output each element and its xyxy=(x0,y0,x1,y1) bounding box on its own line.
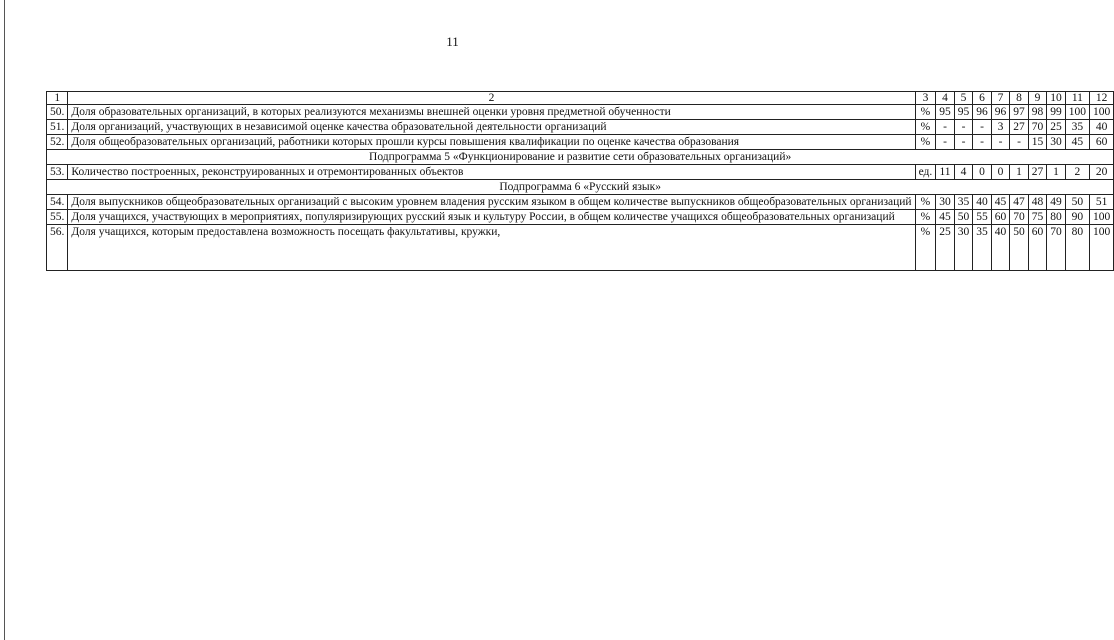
value-cell: 95 xyxy=(936,105,955,120)
value-cell: 96 xyxy=(973,105,992,120)
value-cell: - xyxy=(936,135,955,150)
value-cell: 97 xyxy=(1010,105,1029,120)
value-cell: 25 xyxy=(936,225,955,271)
page-number: 11 xyxy=(446,34,459,49)
value-cell: 70 xyxy=(1010,210,1029,225)
value-cell: - xyxy=(954,120,973,135)
value-cell: - xyxy=(973,135,992,150)
indicator-name: Доля образовательных организаций, в которых реализуются механизмы внешней оценки уровня предметной обученности xyxy=(68,105,915,120)
value-cell: 95 xyxy=(954,105,973,120)
header-cell: 10 xyxy=(1047,92,1066,105)
table-body xyxy=(47,92,1114,271)
value-cell: 20 xyxy=(1090,165,1114,180)
unit-cell: % xyxy=(915,195,936,210)
header-cell: 8 xyxy=(1010,92,1029,105)
value-cell: 45 xyxy=(991,195,1010,210)
value-cell: 99 xyxy=(1047,105,1066,120)
value-cell: 80 xyxy=(1065,225,1089,271)
indicator-name: Доля общеобразовательных организаций, работники которых прошли курсы повышения квалификации по оценке качества образования xyxy=(68,135,915,150)
value-cell: 70 xyxy=(1047,225,1066,271)
value-cell: 90 xyxy=(1065,210,1089,225)
value-cell: 1 xyxy=(1047,165,1066,180)
unit-cell: % xyxy=(915,135,936,150)
indicator-name: Доля учащихся, участвующих в мероприятиях, популяризирующих русский язык и культуру России, в общем количестве учащихся общеобразовательных организаций xyxy=(68,210,915,225)
header-cell: 9 xyxy=(1028,92,1047,105)
header-cell: 4 xyxy=(936,92,955,105)
header-cell: 2 xyxy=(68,92,915,105)
value-cell: 1 xyxy=(1010,165,1029,180)
row-number: 51. xyxy=(47,120,68,135)
header-row xyxy=(47,92,1114,105)
value-cell: 60 xyxy=(1028,225,1047,271)
header-cell: 11 xyxy=(1065,92,1089,105)
header-cell: 7 xyxy=(991,92,1010,105)
indicator-name: Доля выпускников общеобразовательных организаций с высоким уровнем владения русским языком в общем количестве выпускников общеобразовательных организаций xyxy=(68,195,915,210)
row-number: 53. xyxy=(47,165,68,180)
value-cell: 35 xyxy=(973,225,992,271)
value-cell: 27 xyxy=(1010,120,1029,135)
table-row xyxy=(47,105,1114,120)
value-cell: 47 xyxy=(1010,195,1029,210)
value-cell: 100 xyxy=(1065,105,1089,120)
unit-cell: % xyxy=(915,225,936,271)
value-cell: 60 xyxy=(1090,135,1114,150)
indicators-table xyxy=(46,91,1114,271)
value-cell: 2 xyxy=(1065,165,1089,180)
value-cell: 30 xyxy=(954,225,973,271)
value-cell: 50 xyxy=(954,210,973,225)
value-cell: 49 xyxy=(1047,195,1066,210)
value-cell: 35 xyxy=(954,195,973,210)
value-cell: 60 xyxy=(991,210,1010,225)
value-cell: 40 xyxy=(973,195,992,210)
table-row xyxy=(47,195,1114,210)
value-cell: 45 xyxy=(936,210,955,225)
row-number: 56. xyxy=(47,225,68,271)
header-cell: 5 xyxy=(954,92,973,105)
value-cell: 80 xyxy=(1047,210,1066,225)
table-row xyxy=(47,210,1114,225)
indicator-name: Доля организаций, участвующих в независимой оценке качества образовательной деятельности организаций xyxy=(68,120,915,135)
value-cell: 75 xyxy=(1028,210,1047,225)
row-number: 52. xyxy=(47,135,68,150)
value-cell: 15 xyxy=(1028,135,1047,150)
indicator-name: Количество построенных, реконструированных и отремонтированных объектов xyxy=(68,165,915,180)
value-cell: 100 xyxy=(1090,105,1114,120)
value-cell: 50 xyxy=(1065,195,1089,210)
header-cell: 3 xyxy=(915,92,936,105)
value-cell: - xyxy=(991,135,1010,150)
value-cell: 3 xyxy=(991,120,1010,135)
value-cell: 48 xyxy=(1028,195,1047,210)
value-cell: 55 xyxy=(973,210,992,225)
value-cell: - xyxy=(936,120,955,135)
unit-cell: % xyxy=(915,120,936,135)
value-cell: 98 xyxy=(1028,105,1047,120)
value-cell: 50 xyxy=(1010,225,1029,271)
value-cell: 70 xyxy=(1028,120,1047,135)
section-title: Подпрограмма 5 «Функционирование и развитие сети образовательных организаций» xyxy=(47,150,1114,165)
header-cell: 12 xyxy=(1090,92,1114,105)
indicator-name: Доля учащихся, которым предоставлена возможность посещать факультативы, кружки, xyxy=(68,225,915,271)
header-cell: 1 xyxy=(47,92,68,105)
value-cell: 100 xyxy=(1090,210,1114,225)
section-row xyxy=(47,150,1114,165)
section-title: Подпрограмма 6 «Русский язык» xyxy=(47,180,1114,195)
value-cell: 11 xyxy=(936,165,955,180)
value-cell: 96 xyxy=(991,105,1010,120)
value-cell: 0 xyxy=(973,165,992,180)
value-cell: 40 xyxy=(991,225,1010,271)
value-cell: 25 xyxy=(1047,120,1066,135)
table-row xyxy=(47,165,1114,180)
value-cell: 45 xyxy=(1065,135,1089,150)
value-cell: 100 xyxy=(1090,225,1114,271)
unit-cell: % xyxy=(915,105,936,120)
value-cell: 35 xyxy=(1065,120,1089,135)
value-cell: - xyxy=(1010,135,1029,150)
value-cell: - xyxy=(954,135,973,150)
unit-cell: ед. xyxy=(915,165,936,180)
header-cell: 6 xyxy=(973,92,992,105)
unit-cell: % xyxy=(915,210,936,225)
value-cell: 40 xyxy=(1090,120,1114,135)
table-row xyxy=(47,225,1114,271)
value-cell: 0 xyxy=(991,165,1010,180)
section-row xyxy=(47,180,1114,195)
page-left-edge xyxy=(4,0,5,640)
row-number: 55. xyxy=(47,210,68,225)
value-cell: 4 xyxy=(954,165,973,180)
value-cell: 27 xyxy=(1028,165,1047,180)
value-cell: 30 xyxy=(936,195,955,210)
table-row xyxy=(47,120,1114,135)
value-cell: 51 xyxy=(1090,195,1114,210)
row-number: 54. xyxy=(47,195,68,210)
value-cell: 30 xyxy=(1047,135,1066,150)
row-number: 50. xyxy=(47,105,68,120)
table-row xyxy=(47,135,1114,150)
value-cell: - xyxy=(973,120,992,135)
